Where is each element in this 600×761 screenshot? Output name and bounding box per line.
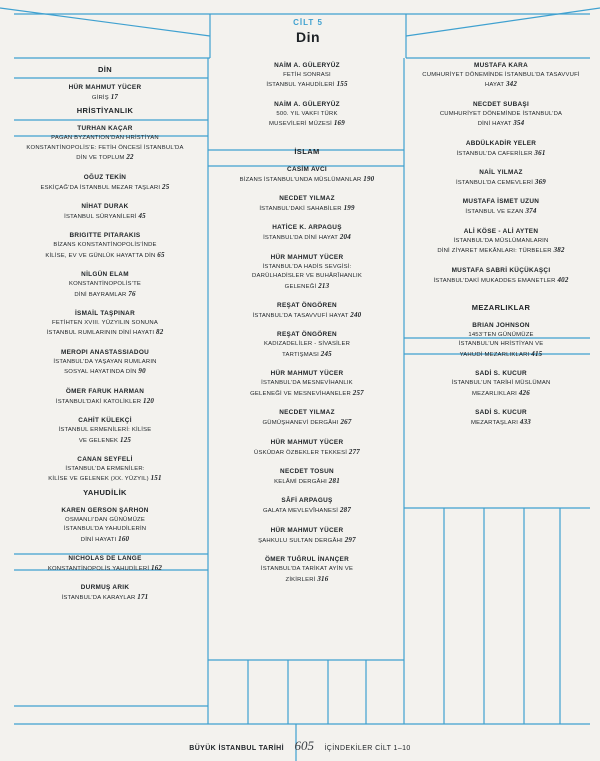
entry-title-text: İSTANBUL’DA DİNİ HAYAT xyxy=(263,235,340,242)
toc-column-2 xyxy=(214,62,400,585)
entry-title xyxy=(412,149,590,159)
entry-author: OĞUZ TEKİN xyxy=(83,173,127,181)
toc-entry xyxy=(218,166,396,185)
entry-title xyxy=(16,426,194,446)
entry-page-number: 25 xyxy=(162,182,170,191)
entry-title xyxy=(218,379,396,399)
entry-author: NAİM A. GÜLERYÜZ xyxy=(274,100,340,108)
entry-page-number: 65 xyxy=(157,250,165,259)
entry-title xyxy=(412,276,590,286)
entry-page-number: 374 xyxy=(525,207,537,216)
entry-title-text: CUMHURİYET DÖNEMİNDE İSTANBUL’DA DİNİ HAYAT xyxy=(439,110,563,128)
entry-title xyxy=(16,212,194,222)
footer-page-number: 605 xyxy=(294,738,314,753)
entry-page-number: 369 xyxy=(534,178,547,187)
entry-title-text: PAGAN BYZANTION’DAN HRİSTİYAN KONSTANTİNOPOLİS’E: FETİH ÖNCESİ İSTANBUL’DA DİN VE TOPLUM xyxy=(26,135,184,162)
entry-author: MUSTAFA SABRİ KÜÇÜKAŞÇI xyxy=(451,266,551,274)
entry-title xyxy=(16,93,194,103)
entry-title-text: KONSTANTİNOPOLİS YAHUDİLERİ xyxy=(47,565,152,572)
entry-author: NAİM A. GÜLERYÜZ xyxy=(274,62,340,69)
entry-page-number: 155 xyxy=(336,80,348,89)
entry-author: NİLGÜN ELAM xyxy=(81,271,129,279)
toc-entry xyxy=(218,468,396,487)
entry-author: HÜR MAHMUT YÜCER xyxy=(68,84,142,91)
entry-author: NECDET YILMAZ xyxy=(279,409,335,417)
toc-entry xyxy=(218,527,396,546)
entry-author: NECDET SUBAŞI xyxy=(472,100,530,108)
toc-entry xyxy=(218,370,396,399)
entry-author: ALİ KÖSE - ALİ AYTEN xyxy=(463,227,539,235)
toc-entry xyxy=(16,203,194,222)
entry-page-number: 277 xyxy=(348,447,361,456)
entry-page-number: 125 xyxy=(120,435,132,444)
entry-title-text: 500. YIL VAKFI TÜRK MUSEVİLERİ MÜZESİ xyxy=(269,110,338,128)
entry-page-number: 169 xyxy=(333,119,345,128)
toc-entry xyxy=(16,232,194,261)
entry-title-text: ESKİÇAĞ’DA İSTANBUL MEZAR TAŞLARI xyxy=(40,184,163,191)
toc-entry xyxy=(218,254,396,292)
entry-author: HÜR MAHMUT YÜCER xyxy=(270,370,344,378)
toc-entry xyxy=(218,556,396,585)
entry-author: KAREN GERSON ŞARHON xyxy=(61,506,149,514)
entry-author: ABDÜLKADİR YELER xyxy=(465,139,537,147)
entry-title-text: BİZANS KONSTANTİNOPOLİS’İNDE KİLİSE, EV VE GÜNLÜK HAYATTA DİN xyxy=(45,242,157,259)
entry-title-text: GALATA MEVLEVÎHANESİ xyxy=(262,508,340,515)
entry-author: NECDET TOSUN xyxy=(280,467,334,475)
entry-title xyxy=(412,237,590,257)
entry-title-text: İSTANBUL’DA CAFERİLER xyxy=(456,150,535,157)
toc-entry xyxy=(412,101,590,130)
footer-contents-label: İÇİNDEKİLER CİLT 1–10 xyxy=(324,745,411,752)
entry-title xyxy=(218,175,396,185)
toc-entry xyxy=(16,417,194,446)
entry-page-number: 245 xyxy=(320,349,332,358)
toc-entry xyxy=(218,331,396,360)
entry-author: İSMAİL TAŞPINAR xyxy=(74,310,135,318)
entry-title-text: KELÂMİ DERGÂHI xyxy=(274,478,329,485)
entry-page-number: 281 xyxy=(328,476,340,485)
entry-page-number: 204 xyxy=(339,233,351,242)
toc-entry xyxy=(218,409,396,428)
entry-author: MUSTAFA İSMET UZUN xyxy=(462,198,540,206)
entry-title xyxy=(16,134,194,163)
toc-entry xyxy=(218,195,396,214)
entry-title-text: İSTANBUL’UN TARİHİ MÜSLÜMAN MEZARLIKLARI xyxy=(451,380,551,397)
toc-entry xyxy=(412,169,590,188)
entry-author: TURHAN KAÇAR xyxy=(77,125,133,133)
entry-title xyxy=(412,379,590,399)
entry-title-text: İSTANBUL’DA ERMENİLER: KİLİSE VE GELENEK (XX. YÜZYIL) xyxy=(48,465,149,483)
entry-page-number: 240 xyxy=(350,311,362,320)
entry-page-number: 17 xyxy=(110,93,119,101)
entry-page-number: 354 xyxy=(513,119,525,128)
entry-title xyxy=(16,397,194,407)
toc-entry xyxy=(16,310,194,339)
entry-page-number: 22 xyxy=(126,153,134,162)
entry-title xyxy=(16,241,194,261)
entry-page-number: 120 xyxy=(143,396,155,405)
entry-title-text: OSMANLI’DAN GÜNÜMÜZE İSTANBUL’DA YAHUDİLERİN DİNİ HAYATI xyxy=(63,516,147,543)
entry-page-number: 433 xyxy=(519,418,531,427)
toc-entry xyxy=(16,507,194,545)
entry-author: BRIAN JOHNSON xyxy=(472,322,530,330)
toc-entry xyxy=(412,370,590,399)
entry-page-number: 402 xyxy=(557,275,569,284)
entry-author: HÜR MAHMUT YÜCER xyxy=(270,438,344,446)
entry-page-number: 76 xyxy=(128,289,136,298)
entry-title-text: İSTANBUL ERMENİLERİ: KİLİSE VE GELENEK xyxy=(58,427,152,444)
entry-title-text: İSTANBUL’DAKİ SAHABİLER xyxy=(259,206,344,213)
entry-page-number: 287 xyxy=(339,506,352,515)
entry-author: NICHOLAS DE LANGE xyxy=(68,554,142,562)
entry-title xyxy=(16,516,194,545)
entry-title-text: İSTANBUL’DA TASAVVUFİ HAYAT xyxy=(252,313,351,320)
toc-entry xyxy=(218,101,396,130)
entry-page-number: 162 xyxy=(151,563,163,572)
toc-entry xyxy=(218,302,396,321)
toc-entry xyxy=(412,62,590,91)
entry-title xyxy=(218,477,396,487)
entry-page-number: 160 xyxy=(118,534,130,543)
entry-author: MEROPI ANASTASSIADOU xyxy=(60,348,150,356)
entry-page-number: 90 xyxy=(138,367,146,376)
entry-page-number: 297 xyxy=(344,535,356,544)
entry-author: BRIGITTE PITARAKIS xyxy=(69,232,141,240)
toc-entry xyxy=(16,125,194,163)
entry-title xyxy=(218,233,396,243)
section-heading: İSLAM xyxy=(294,146,320,156)
toc-entry xyxy=(16,84,194,103)
entry-title xyxy=(412,110,590,130)
entry-page-number: 316 xyxy=(317,574,329,583)
entry-title xyxy=(16,280,194,300)
entry-title-text: İSTANBUL’DA CEMEVLERİ xyxy=(455,180,535,187)
entry-page-number: 426 xyxy=(518,388,530,397)
toc-entry xyxy=(412,198,590,217)
entry-author: CASİM AVCI xyxy=(287,165,327,173)
entry-title xyxy=(16,465,194,485)
entry-author: ÖMER FARUK HARMAN xyxy=(65,387,145,395)
entry-page-number: 213 xyxy=(318,281,330,290)
toc-entry xyxy=(412,267,590,286)
entry-title-text: GİRİŞ xyxy=(91,95,111,101)
entry-page-number: 190 xyxy=(363,174,375,183)
entry-title-text: İSTANBUL’DA MÜSLÜMANLARIN DİNİ ZİYARET MEKÂNLARI: TÜRBELER xyxy=(437,237,552,255)
entry-page-number: 361 xyxy=(534,148,546,157)
entry-title-text: İSTANBUL’DAKİ MUKADDES EMANETLER xyxy=(433,277,558,284)
toc-entry xyxy=(218,62,396,91)
entry-title-text: FETİH SONRASI İSTANBUL YAHUDİLERİ xyxy=(266,72,335,89)
entry-author: NAİL YILMAZ xyxy=(479,169,523,177)
section-heading: HRİSTİYANLIK xyxy=(76,106,134,116)
entry-title-text: İSTANBUL’DAKİ KATOLİKLER xyxy=(55,398,144,405)
entry-title-text: ÜSKÜDAR ÖZBEKLER TEKKESİ xyxy=(253,449,349,456)
entry-title xyxy=(218,204,396,214)
toc-column-3 xyxy=(408,62,594,429)
toc-entry xyxy=(412,228,590,257)
entry-page-number: 171 xyxy=(137,593,149,602)
toc-entry xyxy=(16,174,194,193)
entry-title-text: İSTANBUL’DA MESNEVİHANLIK GELENEĞİ VE MESNEVİHANELER xyxy=(250,380,353,397)
entry-title xyxy=(218,506,396,516)
entry-title xyxy=(412,418,590,428)
toc-entry xyxy=(16,456,194,485)
entry-title xyxy=(218,448,396,458)
entry-author: SÂFİ ARPAGUŞ xyxy=(281,497,333,505)
entry-author: REŞAT ÖNGÖREN xyxy=(277,331,337,339)
entry-title-text: KADIZADELİLER - SİVASİLER TARTIŞMASI xyxy=(263,341,351,358)
entry-author: MUSTAFA KARA xyxy=(473,62,528,69)
entry-title-text: İSTANBUL VE EZAN xyxy=(465,209,526,216)
toc-entry xyxy=(218,439,396,458)
entry-page-number: 199 xyxy=(343,204,355,213)
entry-page-number: 267 xyxy=(340,418,352,427)
entry-page-number: 82 xyxy=(156,328,164,337)
entry-title-text: 1453’TEN GÜNÜMÜZE İSTANBUL’UN HRİSTİYAN VE YAHUDİ MEZARLIKLARI xyxy=(458,332,544,358)
toc-entry xyxy=(218,497,396,516)
entry-title xyxy=(16,593,194,603)
toc-entry xyxy=(16,555,194,574)
entry-title xyxy=(412,207,590,217)
entry-title-text: İSTANBUL’DA KARAYLAR xyxy=(61,595,138,602)
entry-title xyxy=(412,331,590,360)
entry-title xyxy=(218,340,396,360)
entry-author: HATİCE K. ARPAGUŞ xyxy=(272,224,342,232)
entry-author: SADİ S. KUCUR xyxy=(475,370,527,378)
entry-author: CANAN SEYFELİ xyxy=(77,455,133,463)
entry-title xyxy=(16,183,194,193)
page-footer xyxy=(0,737,600,755)
entry-title-text: İSTANBUL’DA TARİKAT AYİN VE ZİKİRLERİ xyxy=(260,566,354,583)
entry-title xyxy=(16,564,194,574)
entry-author: HÜR MAHMUT YÜCER xyxy=(270,526,344,534)
entry-title xyxy=(412,178,590,188)
entry-title xyxy=(218,110,396,130)
entry-title-text: İSTANBUL SÜRYANİLERİ xyxy=(64,214,139,221)
toc-column-1 xyxy=(12,62,198,604)
entry-author: SADİ S. KUCUR xyxy=(475,409,527,417)
entry-title xyxy=(218,536,396,546)
entry-title-text: KONSTANTİNOPOLİS’TE DİNİ BAYRAMLAR xyxy=(68,281,142,298)
entry-title xyxy=(218,565,396,585)
volume-header xyxy=(210,18,406,45)
toc-entry xyxy=(412,140,590,159)
section-heading: YAHUDİLİK xyxy=(83,487,127,497)
entry-title xyxy=(218,311,396,321)
entry-title-text: CUMHURİYET DÖNEMİNDE İSTANBUL’DA TASAVVUFİ HAYAT xyxy=(422,72,580,89)
toc-entry xyxy=(16,584,194,603)
volume-title: Din xyxy=(295,29,321,45)
volume-label: CİLT 5 xyxy=(293,18,323,27)
entry-author: NECDET YILMAZ xyxy=(279,195,335,203)
entry-author: NİHAT DURAK xyxy=(81,203,129,211)
section-heading: DİN xyxy=(97,65,113,74)
section-heading: MEZARLIKLAR xyxy=(471,303,531,313)
entry-page-number: 45 xyxy=(138,212,146,221)
entry-title-text: İSTANBUL’DA YAŞAYAN RUMLARIN SOSYAL HAYATINDA DİN xyxy=(53,358,157,376)
entry-title xyxy=(16,319,194,339)
toc-entry xyxy=(16,271,194,300)
entry-page-number: 257 xyxy=(352,388,364,397)
entry-title-text: BİZANS İSTANBUL’UNDA MÜSLÜMANLAR xyxy=(239,176,364,183)
entry-author: ÖMER TUĞRUL İNANÇER xyxy=(264,556,350,564)
entry-page-number: 342 xyxy=(505,80,518,89)
entry-author: CAHİT KÜLEKÇİ xyxy=(78,417,132,425)
entry-title xyxy=(412,71,590,91)
entry-author: REŞAT ÖNGÖREN xyxy=(277,302,337,310)
toc-entry xyxy=(412,322,590,360)
entry-page-number: 415 xyxy=(531,349,543,358)
entry-title-text: ŞAHKULU SULTAN DERGÂHI xyxy=(258,537,345,544)
entry-title xyxy=(218,418,396,428)
toc-entry xyxy=(412,409,590,428)
entry-page-number: 151 xyxy=(150,474,162,483)
entry-title-text: FETİHTEN XVIII. YÜZYILIN SONUNA İSTANBUL RUMLARININ DİNİ HAYATI xyxy=(46,320,158,337)
toc-entry xyxy=(16,388,194,407)
toc-entry xyxy=(218,224,396,243)
entry-title-text: GÜMÜŞHANEVİ DERGÂHI xyxy=(262,420,341,427)
entry-author: HÜR MAHMUT YÜCER xyxy=(270,253,344,261)
entry-title xyxy=(16,358,194,378)
entry-title-text: İSTANBUL’DA HADİS SEVGİSİ: DARÜLHADİSLER VE BUHÂRÎHANLIK GELENEĞİ xyxy=(252,263,362,290)
entry-title-text: MEZARTAŞLARI xyxy=(471,420,520,427)
entry-author: DURMUŞ ARIK xyxy=(80,584,130,592)
entry-page-number: 382 xyxy=(553,246,565,255)
toc-entry xyxy=(16,349,194,378)
entry-title xyxy=(218,71,396,91)
entry-title xyxy=(218,263,396,292)
footer-book-title: BÜYÜK İSTANBUL TARİHİ xyxy=(189,745,284,752)
